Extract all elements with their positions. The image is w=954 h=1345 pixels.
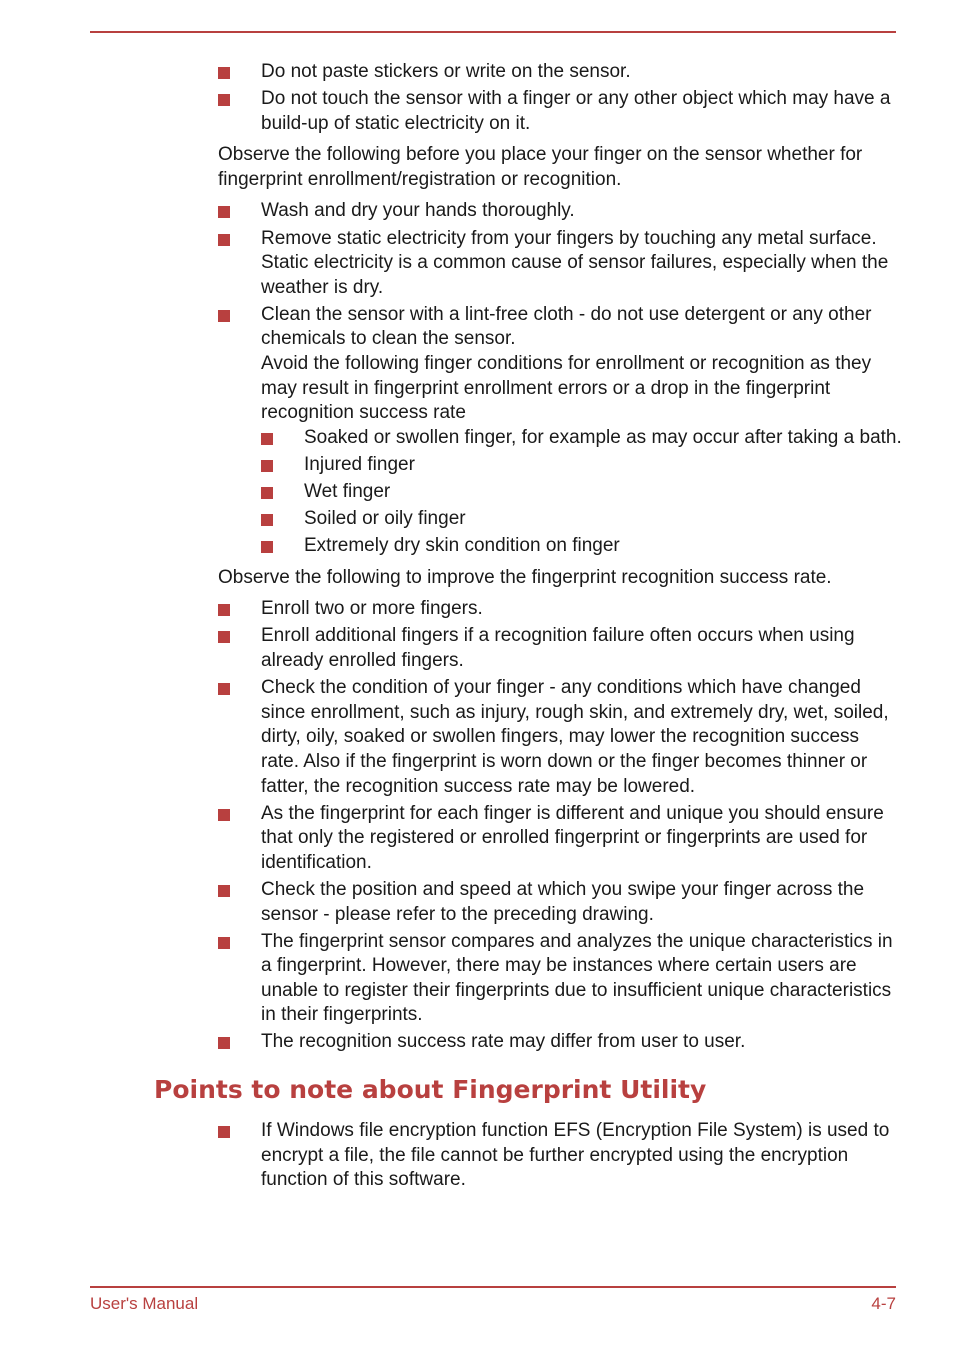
list-item	[261, 87, 901, 136]
finger-conditions-list	[304, 426, 904, 559]
bullet-square-icon	[218, 937, 230, 949]
list-item	[261, 597, 901, 622]
bullet-square-icon	[261, 433, 273, 445]
list-item	[261, 930, 901, 1028]
avoid-conditions-note: Avoid the following finger conditions for enrollment or recognition as they may result in fingerprint enrollment errors or a drop in the fingerprint recognition success rate	[261, 353, 872, 424]
list-item	[261, 60, 901, 85]
list-item	[261, 1030, 901, 1055]
list-item-text: If Windows file encryption function EFS (Encryption File System) is used to encrypt a file, the file cannot be further encrypted using the encryption function of this software.	[261, 1120, 890, 1191]
bullet-square-icon	[218, 310, 230, 322]
list-item	[261, 676, 901, 799]
list-item-text: The recognition success rate may differ from user to user.	[261, 1031, 746, 1053]
list-item-text: Enroll additional fingers if a recognition failure often occurs when using already enrolled fingers.	[261, 625, 855, 672]
page-content	[0, 60, 954, 1195]
list-item	[261, 303, 901, 559]
header-rule	[90, 31, 896, 33]
bullet-square-icon	[218, 234, 230, 246]
preparation-list	[261, 199, 901, 558]
list-item-text: Check the position and speed at which you swipe your finger across the sensor - please refer to the preceding drawing.	[261, 878, 865, 925]
list-item-text: Wet finger	[304, 481, 391, 502]
list-item-text: The fingerprint sensor compares and analyzes the unique characteristics in a fingerprint. However, there may be instances where certain users are unable to register their fingerprints due to insufficient unique characteristics in their fingerprints.	[261, 930, 893, 1026]
list-item	[261, 227, 901, 301]
bullet-square-icon	[218, 809, 230, 821]
list-item-text: As the fingerprint for each finger is different and unique you should ensure that only the registered or enrolled fingerprint or fingerprints are used for identification.	[261, 802, 884, 873]
list-item-text: Do not paste stickers or write on the sensor.	[261, 61, 631, 82]
list-item-text: Check the condition of your finger - any conditions which have changed since enrollment, such as injury, rough skin, and extremely dry, wet, soiled, dirty, oily, soaked or swollen fingers, may lower the recognition success rate. Also if the fingerprint is worn down or the finger becomes thinner or fatter, the recognition success rate may be lowered.	[261, 677, 889, 797]
bullet-square-icon	[218, 206, 230, 218]
list-item-text: Soiled or oily finger	[304, 508, 466, 530]
paragraph-improve-rate: Observe the following to improve the fingerprint recognition success rate.	[218, 566, 832, 588]
bullet-square-icon	[218, 1037, 230, 1049]
footer-page-number: 4-7	[871, 1294, 896, 1313]
list-item	[261, 1119, 901, 1193]
footer-rule	[90, 1286, 896, 1288]
bullet-square-icon	[218, 94, 230, 106]
list-item	[261, 624, 901, 673]
bullet-square-icon	[218, 631, 230, 643]
list-item-text: Clean the sensor with a lint-free cloth - do not use detergent or any other chemicals to clean the sensor.	[261, 303, 872, 350]
list-item-text: Extremely dry skin condition on finger	[304, 535, 620, 557]
bullet-square-icon	[261, 487, 273, 499]
utility-notes-list	[261, 1119, 901, 1193]
list-item	[304, 507, 904, 532]
bullet-square-icon	[218, 1126, 230, 1138]
section-heading: Points to note about Fingerprint Utility	[154, 1075, 707, 1105]
list-item	[304, 534, 904, 559]
list-item	[261, 878, 901, 927]
bullet-square-icon	[218, 683, 230, 695]
bullet-square-icon	[261, 541, 273, 553]
list-item	[304, 453, 904, 478]
list-item-text: Soaked or swollen finger, for example as may occur after taking a bath.	[304, 426, 902, 448]
list-item	[261, 802, 901, 876]
list-item-text: Remove static electricity from your fingers by touching any metal surface. Static electricity is a common cause of sensor failures, especially when the weather is dry.	[261, 227, 889, 298]
list-item-text: Wash and dry your hands thoroughly.	[261, 200, 575, 222]
list-item-text: Enroll two or more fingers.	[261, 598, 483, 620]
list-item	[304, 426, 904, 451]
list-item-text: Do not touch the sensor with a finger or any other object which may have a build-up of static electricity on it.	[261, 88, 891, 134]
sensor-care-list	[261, 60, 901, 136]
paragraph-before-placing: Observe the following before you place your finger on the sensor whether for fingerprint enrollment/registration or recognition.	[218, 144, 863, 190]
bullet-square-icon	[218, 885, 230, 897]
list-item	[261, 199, 901, 224]
footer-manual-title: User's Manual	[90, 1294, 199, 1313]
list-item-text: Injured finger	[304, 453, 415, 475]
bullet-square-icon	[261, 460, 273, 472]
improvement-list	[261, 597, 901, 1055]
bullet-square-icon	[261, 514, 273, 526]
bullet-square-icon	[218, 67, 230, 79]
list-item	[304, 480, 904, 505]
bullet-square-icon	[218, 604, 230, 616]
